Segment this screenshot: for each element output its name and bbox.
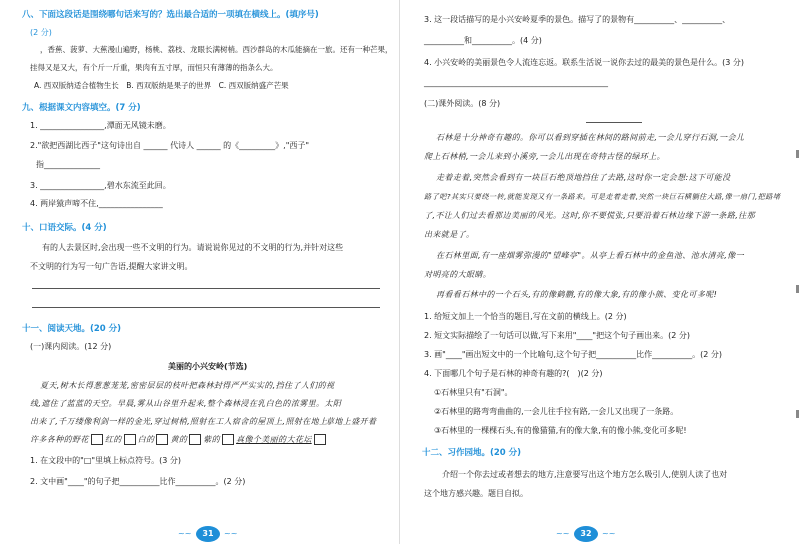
passage-l5-purple: 紫的 [203,435,221,444]
section-8-title: 八、下面这段话是围绕哪句话来写的？选出最合适的一项填在横线上。(填序号) [22,10,319,20]
passage-line-3: 出来了,千万缕像利剑一样的金光,穿过树梢,照射在工人宿舍的屋顶上,照射在地上。 [30,417,336,426]
passage-l5-end: 真像个美丽的大花坛 [236,435,312,444]
passage-line-1: 夏天,树木长得葱葱茏茏,密密层层的枝叶把森林封得严严实实的,挡住了人们的视 [40,381,335,390]
s9-question-2a: 2."欲把西湖比西子"这句诗出自 ______ 代诗人 ______ 的《_________》,"西子" [30,141,310,150]
passage-l5-red: 红的 [104,435,122,444]
passage2-line-9: 再看看石林中的一个石头,有的像鹤鹏,有的像大象,有的像小熊、变化可多呢! [436,290,718,299]
s10-prompt-line-1: 有的人去景区时,会出现一些不文明的行为。请说说你见过的不文明的行为,并针对这些 [42,243,344,252]
edge-mark-3 [796,410,799,418]
passage-l5-start: 许多各种的野花 [30,435,89,444]
reading-question-4: 4. 下面哪几个句子是石林的神奇有趣的?( )(2 分) [424,369,603,378]
answer-line-2[interactable] [32,307,380,308]
right-question-4: 4. 小兴安岭的美丽景色令人流连忘返。联系生活说一说你去过的最美的景色是什么。(3 分) [424,58,745,67]
s8-options: A. 西双版纳适合植物生长 B. 西双版纳是果子的世界 C. 西双版纳盛产芒果 [34,81,289,90]
passage2-line-1: 石林是十分神奇有趣的。你可以看到穿插在林间的路间前走,一会儿穿行石洞,一会儿 [436,133,745,142]
passage2-line-8: 对明亮的大眼睛。 [424,270,492,279]
punct-box-1[interactable] [91,434,103,445]
passage-line-5 [30,434,328,445]
passage-title: 美丽的小兴安岭(节选) [168,362,248,371]
s8-passage-line-1: ，香蕉、菠萝、大蕉漫山遍野，杨桃、荔枝、龙眼长满树梢。西沙群岛的木瓜能摘在一旅。还有一种芒果， [40,45,393,54]
s9-question-1: 1. ________________,潭面无风镜未磨。 [30,121,171,130]
passage-l5-white: 白的 [137,435,155,444]
s12-prompt-line-1: 介绍一个你去过或者想去的地方,注意要写出这个地方怎么吸引人,使别人读了也对 [442,470,728,479]
left-question-1: 1. 在文段中的"□"里填上标点符号。(3 分) [30,456,181,465]
punct-box-2[interactable] [124,434,136,445]
page-deco-left-2: ~~ [556,529,570,538]
page-deco-right: ~~ [224,529,238,538]
q4-option-2: ②石林里的路弯弯曲曲的,一会儿往手拉有路,一会儿又出现了一条路。 [434,407,679,416]
section-9-title: 九、根据课文内容填空。(7 分) [22,103,141,113]
reading-question-2: 2. 短文实际描绘了一句话可以做,写下来用"____"把这个句子画出来。(2 分) [424,331,690,340]
passage-line-4-head: 草地上盛开着 [326,417,377,426]
passage2-line-7: 在石林里面,有一座烟雾弥漫的"望峰亭"。从亭上看石林中的金鱼池、池水清亮,像一 [436,251,745,260]
right-question-4-line[interactable]: ______________________________________________ [424,78,608,87]
section-8-points: (2 分) [30,28,52,37]
passage2-line-3: 走着走着,突然会看到有一块巨石绝顶地挡住了去路,这时你一定会想:这下可能没 [436,173,731,182]
punct-box-4[interactable] [189,434,201,445]
q4-option-3: ③石林里的一棵棵石头,有的像猫猫,有的像大象,有的像小熊,变化可多呢! [434,426,687,435]
title-blank[interactable] [586,122,642,123]
right-page [400,0,800,544]
s10-prompt-line-2: 不文明的行为写一句广告语,提醒大家讲文明。 [30,262,193,271]
page-number-left: 31 [196,526,220,542]
passage-line-2: 线,遮住了蓝蓝的天空。早晨,雾从山谷里升起来,整个森林浸在乳白色的浓雾里。太阳 [30,399,342,408]
edge-mark-1 [796,150,799,158]
page-deco-left: ~~ [178,529,192,538]
reading-question-3: 3. 画"____"画出短文中的一个比喻句,这个句子把__________比作__________。(2 分) [424,350,722,359]
page-number-right: 32 [574,526,598,542]
answer-line-1[interactable] [32,288,380,289]
passage-l5-yellow: 黄的 [170,435,188,444]
section-12-title: 十二、习作园地。(20 分) [422,448,522,458]
passage2-line-5: 了,不让人们过去看那边美丽的风光。这时,你不要慌张,只要沿着石林边缘下游一条路,往那 [424,211,755,220]
s11-subsection: (一)课内阅读。(12 分) [30,342,112,351]
s9-question-4: 4. 两岸猿声啼不住,________________ [30,199,163,208]
left-question-2: 2. 文中画"____"的句子把__________比作__________。(2 分) [30,477,246,486]
punct-box-3[interactable] [156,434,168,445]
passage2-line-6: 出来就是了。 [424,230,475,239]
s9-question-3: 3. ________________,碧水东流至此回。 [30,181,171,190]
punct-box-6[interactable] [314,434,326,445]
s8-passage-line-2: 挂得又是又大，有个斤一斤重，果肉有五寸厚，而恒只有薄薄的指条么大。 [30,63,278,72]
section-11-title: 十一、阅读天地。(20 分) [22,324,122,334]
right-question-3: 3. 这一段话描写的是小兴安岭夏季的景色。描写了的景物有__________、__________、 [424,15,731,24]
edge-mark-2 [796,285,799,293]
passage2-line-2: 爬上石林梢,一会儿来到小溪旁,一会儿出现在奇特古怪的绿环上。 [424,152,666,161]
punct-box-5[interactable] [222,434,234,445]
q4-option-1: ①石林里只有"石洞"。 [434,388,513,397]
s12-prompt-line-2: 这个地方感兴趣。题目自拟。 [424,489,528,498]
page-deco-right-2: ~~ [602,529,616,538]
s9-question-2b: 指______________ [36,160,100,169]
reading-subsection-2: (二)课外阅读。(8 分) [424,99,501,108]
right-question-3b: __________和__________。(4 分) [424,36,542,45]
section-10-title: 十、口语交际。(4 分) [22,223,107,233]
reading-question-1: 1. 给短文加上一个恰当的题目,写在文前的横线上。(2 分) [424,312,627,321]
passage2-line-4: 路了吧?其实只要绕一转,就能发现又有一条路来。可是走着走着,突然一块巨石横躺住大路,像一扇门,把路堵 [424,192,781,201]
